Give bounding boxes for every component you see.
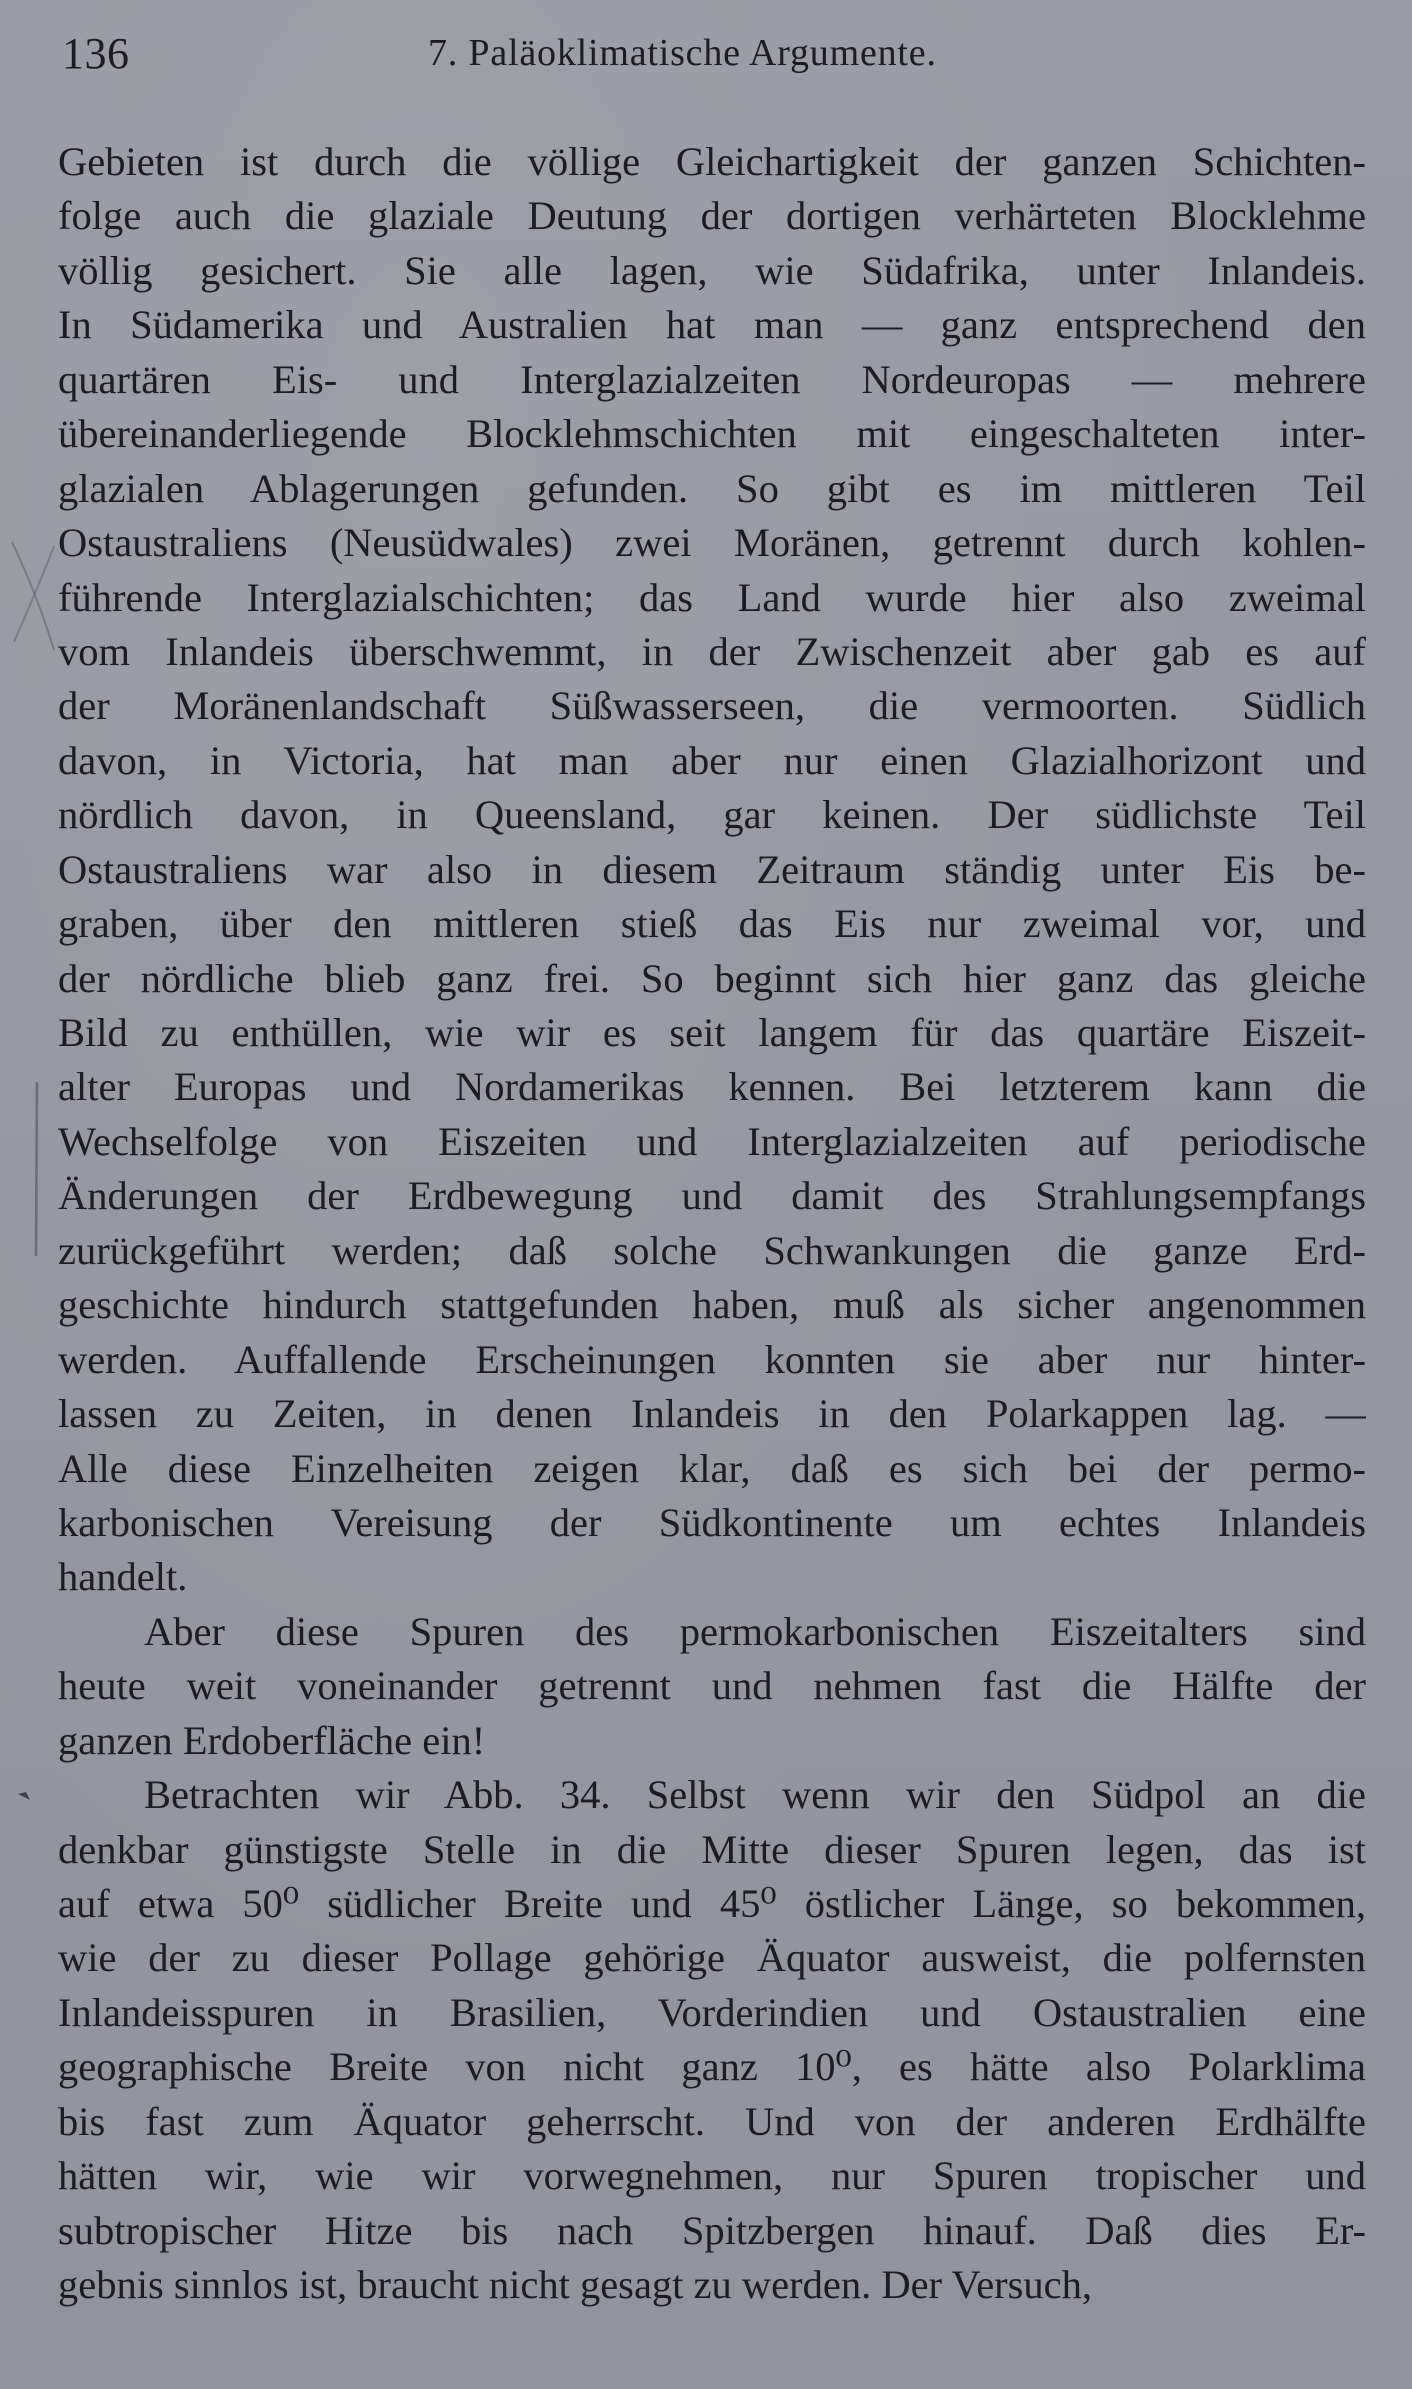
text-line: Aber diese Spuren des permokarbonischen Eiszeitalters sind — [144, 1608, 1366, 1654]
text-line: der nördliche blieb ganz frei. So beginnt sich hier ganz das gleiche — [58, 955, 1366, 1001]
text-line: der Moränenlandschaft Süßwasserseen, die vermoorten. Südlich — [58, 683, 1366, 729]
text-line: völlig gesichert. Sie alle lagen, wie Südafrika, unter Inlandeis. — [58, 247, 1366, 293]
text-line: denkbar günstigste Stelle in die Mitte dieser Spuren legen, das ist — [58, 1826, 1366, 1872]
body-text — [58, 135, 1366, 2313]
text-line: folge auch die glaziale Deutung der dortigen verhärteten Blocklehme — [58, 193, 1366, 239]
text-line: quartären Eis- und Interglazialzeiten Nordeuropas — mehrere — [58, 356, 1366, 402]
text-line: gebnis sinnlos ist, braucht nicht gesagt zu werden. Der Versuch, — [58, 2262, 1093, 2308]
ink-dot-mark — [16, 1788, 38, 1806]
paragraph — [58, 135, 1366, 1605]
text-line: davon, in Victoria, hat man aber nur einen Glazialhorizont und — [58, 737, 1366, 783]
text-line: geographische Breite von nicht ganz 10⁰, es hätte also Polarklima — [58, 2044, 1366, 2090]
text-line: werden. Auffallende Erscheinungen konnten sie aber nur hinter- — [58, 1336, 1366, 1382]
text-line: führende Interglazialschichten; das Land wurde hier also zweimal — [58, 574, 1366, 620]
text-line: nördlich davon, in Queensland, gar keinen. Der südlichste Teil — [58, 792, 1366, 838]
text-line: ganzen Erdoberfläche ein! — [58, 1717, 486, 1763]
text-line: vom Inlandeis überschwemmt, in der Zwischenzeit aber gab es auf — [58, 628, 1366, 674]
text-line: Betrachten wir Abb. 34. Selbst wenn wir den Südpol an die — [144, 1772, 1366, 1818]
text-line: Ostaustraliens (Neusüdwales) zwei Moränen, getrennt durch kohlen- — [58, 520, 1366, 566]
text-line: bis fast zum Äquator geherrscht. Und von der anderen Erdhälfte — [58, 2098, 1366, 2144]
paragraph — [58, 1605, 1366, 1768]
paragraph — [58, 1768, 1366, 2312]
text-line: hätten wir, wie wir vorwegnehmen, nur Spuren tropischer und — [58, 2153, 1366, 2199]
text-line: übereinanderliegende Blocklehmschichten mit eingeschalteten inter- — [58, 411, 1366, 457]
page-header — [62, 28, 1352, 88]
text-line: Alle diese Einzelheiten zeigen klar, daß es sich bei der permo- — [58, 1445, 1366, 1491]
text-line: Bild zu enthüllen, wie wir es seit langem für das quartäre Eiszeit- — [58, 1010, 1366, 1055]
text-line: lassen zu Zeiten, in denen Inlandeis in den Polarkappen lag. — — [58, 1391, 1366, 1437]
text-line: In Südamerika und Australien hat man — ganz entsprechend den — [58, 302, 1366, 348]
text-line: zurückgeführt werden; daß solche Schwankungen die ganze Erd- — [58, 1227, 1366, 1273]
text-line: Gebieten ist durch die völlige Gleichartigkeit der ganzen Schichten- — [58, 139, 1366, 184]
text-line: Änderungen der Erdbewegung und damit des Strahlungsempfangs — [58, 1173, 1366, 1219]
text-line: auf etwa 50⁰ südlicher Breite und 45⁰ östlicher Länge, so bekommen, — [58, 1881, 1366, 1926]
text-line: Wechselfolge von Eiszeiten und Interglazialzeiten auf periodische — [58, 1118, 1366, 1164]
text-line: subtropischer Hitze bis nach Spitzbergen hinauf. Daß dies Er- — [58, 2207, 1366, 2253]
text-line: heute weit voneinander getrennt und nehmen fast die Hälfte der — [58, 1663, 1366, 1709]
text-line: handelt. — [58, 1554, 188, 1600]
text-line: Inlandeisspuren in Brasilien, Vorderindien und Ostaustralien eine — [58, 1989, 1366, 2035]
page-number: 136 — [62, 29, 130, 78]
text-line: alter Europas und Nordamerikas kennen. Bei letzterem kann die — [58, 1064, 1366, 1110]
running-title: 7. Paläoklimatische Argumente. — [428, 32, 937, 74]
pencil-x-mark — [4, 538, 60, 658]
text-line: wie der zu dieser Pollage gehörige Äquator ausweist, die polfernsten — [58, 1935, 1366, 1981]
text-line: glazialen Ablagerungen gefunden. So gibt es im mittleren Teil — [58, 465, 1366, 511]
text-line: geschichte hindurch stattgefunden haben, muß als sicher angenommen — [58, 1282, 1366, 1328]
text-line: karbonischen Vereisung der Südkontinente um echtes Inlandeis — [58, 1499, 1366, 1545]
pencil-bar-mark — [30, 1080, 44, 1260]
text-line: graben, über den mittleren stieß das Eis nur zweimal vor, und — [58, 901, 1366, 947]
text-line: Ostaustraliens war also in diesem Zeitraum ständig unter Eis be- — [58, 846, 1366, 892]
